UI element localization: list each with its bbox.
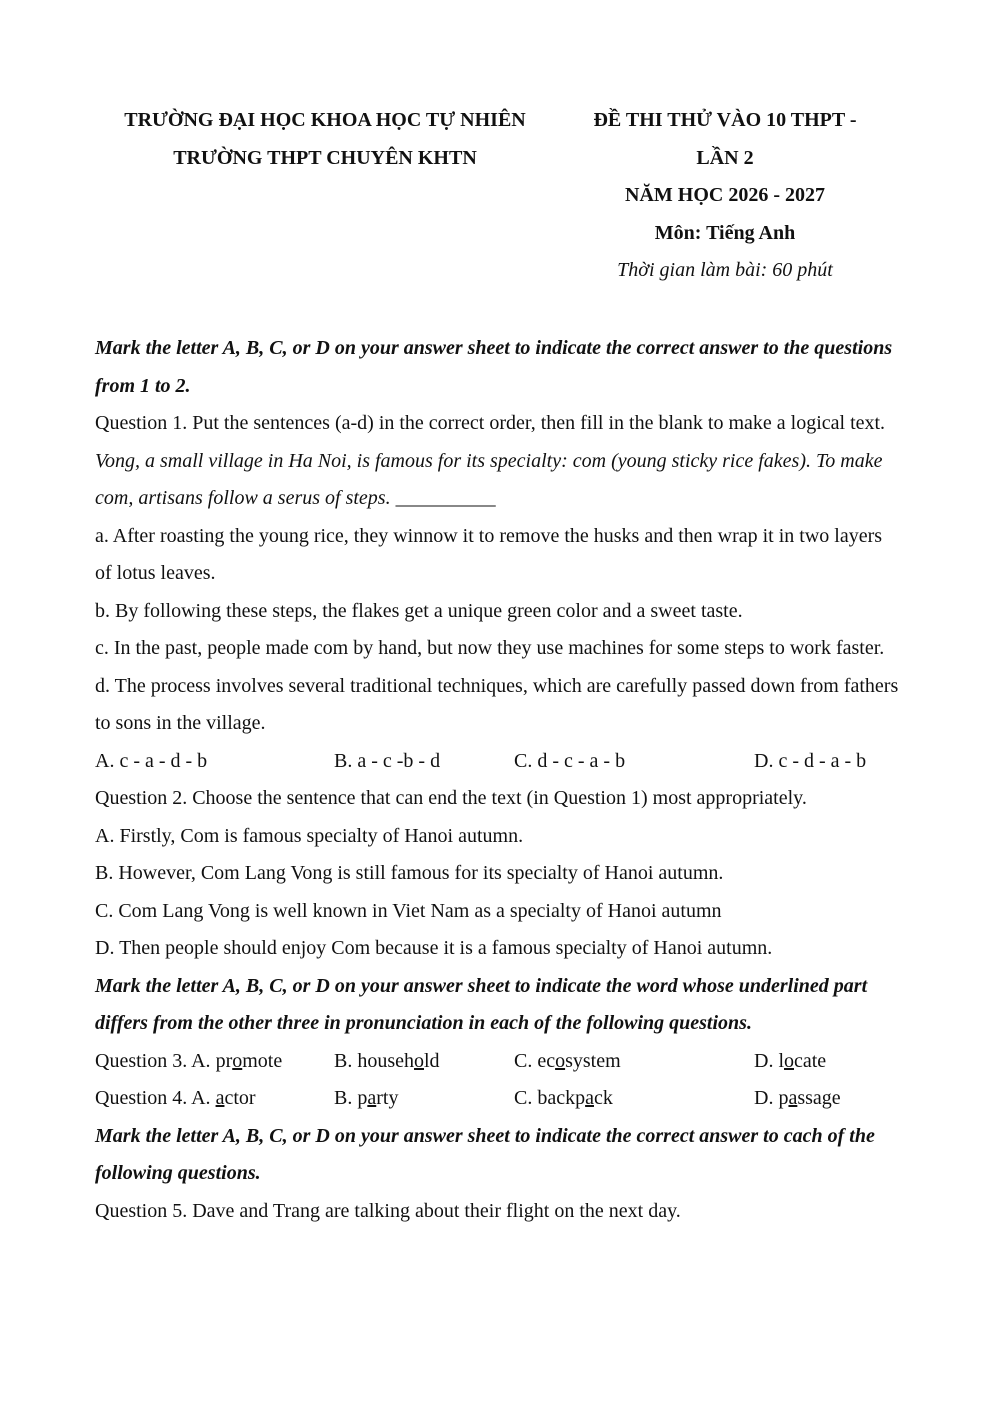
underlined-part: o bbox=[555, 1049, 566, 1072]
underlined-part: a bbox=[215, 1087, 225, 1109]
school-name: TRƯỜNG THPT CHUYÊN KHTN bbox=[173, 146, 477, 169]
question-1-passage: Vong, a small village in Ha Noi, is famous for its specialty: com (young sticky rice fakes). To make com, artisans follow a serus of steps. __________ bbox=[95, 449, 883, 509]
q1-option-c: C. d - c - a - b bbox=[514, 749, 626, 772]
underlined-part: o bbox=[232, 1049, 243, 1072]
q4-option-c: C. backpack bbox=[514, 1087, 613, 1109]
q4-option-a: Question 4. A. actor bbox=[95, 1087, 256, 1109]
exam-round: LẦN 2 bbox=[696, 146, 754, 169]
q1-option-d: D. c - d - a - b bbox=[754, 749, 867, 772]
section3-instruction: Mark the letter A, B, C, or D on your answer sheet to indicate the correct answer to cach of the following questions. bbox=[95, 1124, 875, 1184]
subject: Môn: Tiếng Anh bbox=[654, 221, 796, 244]
q3-option-d: D. locate bbox=[754, 1049, 827, 1072]
sentence-c: c. In the past, people made com by hand, but now they use machines for some steps to work faster. bbox=[95, 637, 885, 659]
q3-option-c: C. ecosystem bbox=[514, 1049, 621, 1072]
question-3 bbox=[95, 1043, 900, 1081]
sentence-a: a. After roasting the young rice, they winnow it to remove the husks and then wrap it in two layers of lotus leaves. bbox=[95, 524, 883, 584]
question-1-options bbox=[95, 743, 900, 781]
sentence-d: d. The process involves several traditional techniques, which are carefully passed down from fathers to sons in the village. bbox=[95, 674, 899, 734]
q2-option-d: D. Then people should enjoy Com because it is a famous specialty of Hanoi autumn. bbox=[95, 937, 773, 959]
time-limit: Thời gian làm bài: 60 phút bbox=[617, 259, 833, 281]
exam-content bbox=[95, 330, 900, 1230]
university-name: TRƯỜNG ĐẠI HỌC KHOA HỌC TỰ NHIÊN bbox=[124, 109, 526, 131]
underlined-part: a bbox=[585, 1087, 594, 1109]
underlined-part: a bbox=[788, 1087, 798, 1109]
sentence-b: b. By following these steps, the flakes get a unique green color and a sweet taste. bbox=[95, 599, 743, 622]
exam-header bbox=[560, 102, 890, 290]
underlined-part: o bbox=[784, 1049, 794, 1072]
question-2: Question 2. Choose the sentence that can end the text (in Question 1) most appropriately. bbox=[95, 787, 807, 809]
question-1: Question 1. Put the sentences (a-d) in the correct order, then fill in the blank to make a logical text. bbox=[95, 412, 886, 434]
q2-option-c: C. Com Lang Vong is well known in Viet Nam as a specialty of Hanoi autumn bbox=[95, 899, 722, 922]
section2-instruction: Mark the letter A, B, C, or D on your answer sheet to indicate the word whose underlined part differs from the other three in pronunciation in each of the following questions. bbox=[95, 974, 868, 1034]
question-4 bbox=[95, 1080, 900, 1118]
underlined-part: a bbox=[367, 1087, 377, 1109]
exam-title: ĐỀ THI THỬ VÀO 10 THPT - bbox=[593, 109, 857, 131]
section1-instruction: Mark the letter A, B, C, or D on your answer sheet to indicate the correct answer to the questions from 1 to 2. bbox=[95, 337, 893, 397]
q2-option-a: A. Firstly, Com is famous specialty of Hanoi autumn. bbox=[95, 824, 524, 847]
q3-option-a: Question 3. A. promote bbox=[95, 1049, 283, 1072]
q1-option-a: A. c - a - d - b bbox=[95, 749, 208, 772]
school-year: NĂM HỌC 2026 - 2027 bbox=[625, 184, 825, 206]
q4-option-b: B. party bbox=[334, 1087, 399, 1109]
school-header bbox=[95, 102, 555, 177]
underlined-part: o bbox=[414, 1049, 424, 1072]
q2-option-b: B. However, Com Lang Vong is still famous for its specialty of Hanoi autumn. bbox=[95, 862, 724, 884]
q4-option-d: D. passage bbox=[754, 1087, 841, 1109]
q3-option-b: B. household bbox=[334, 1049, 440, 1072]
q1-option-b: B. a - c -b - d bbox=[334, 749, 441, 772]
question-5: Question 5. Dave and Trang are talking about their flight on the next day. bbox=[95, 1199, 681, 1222]
